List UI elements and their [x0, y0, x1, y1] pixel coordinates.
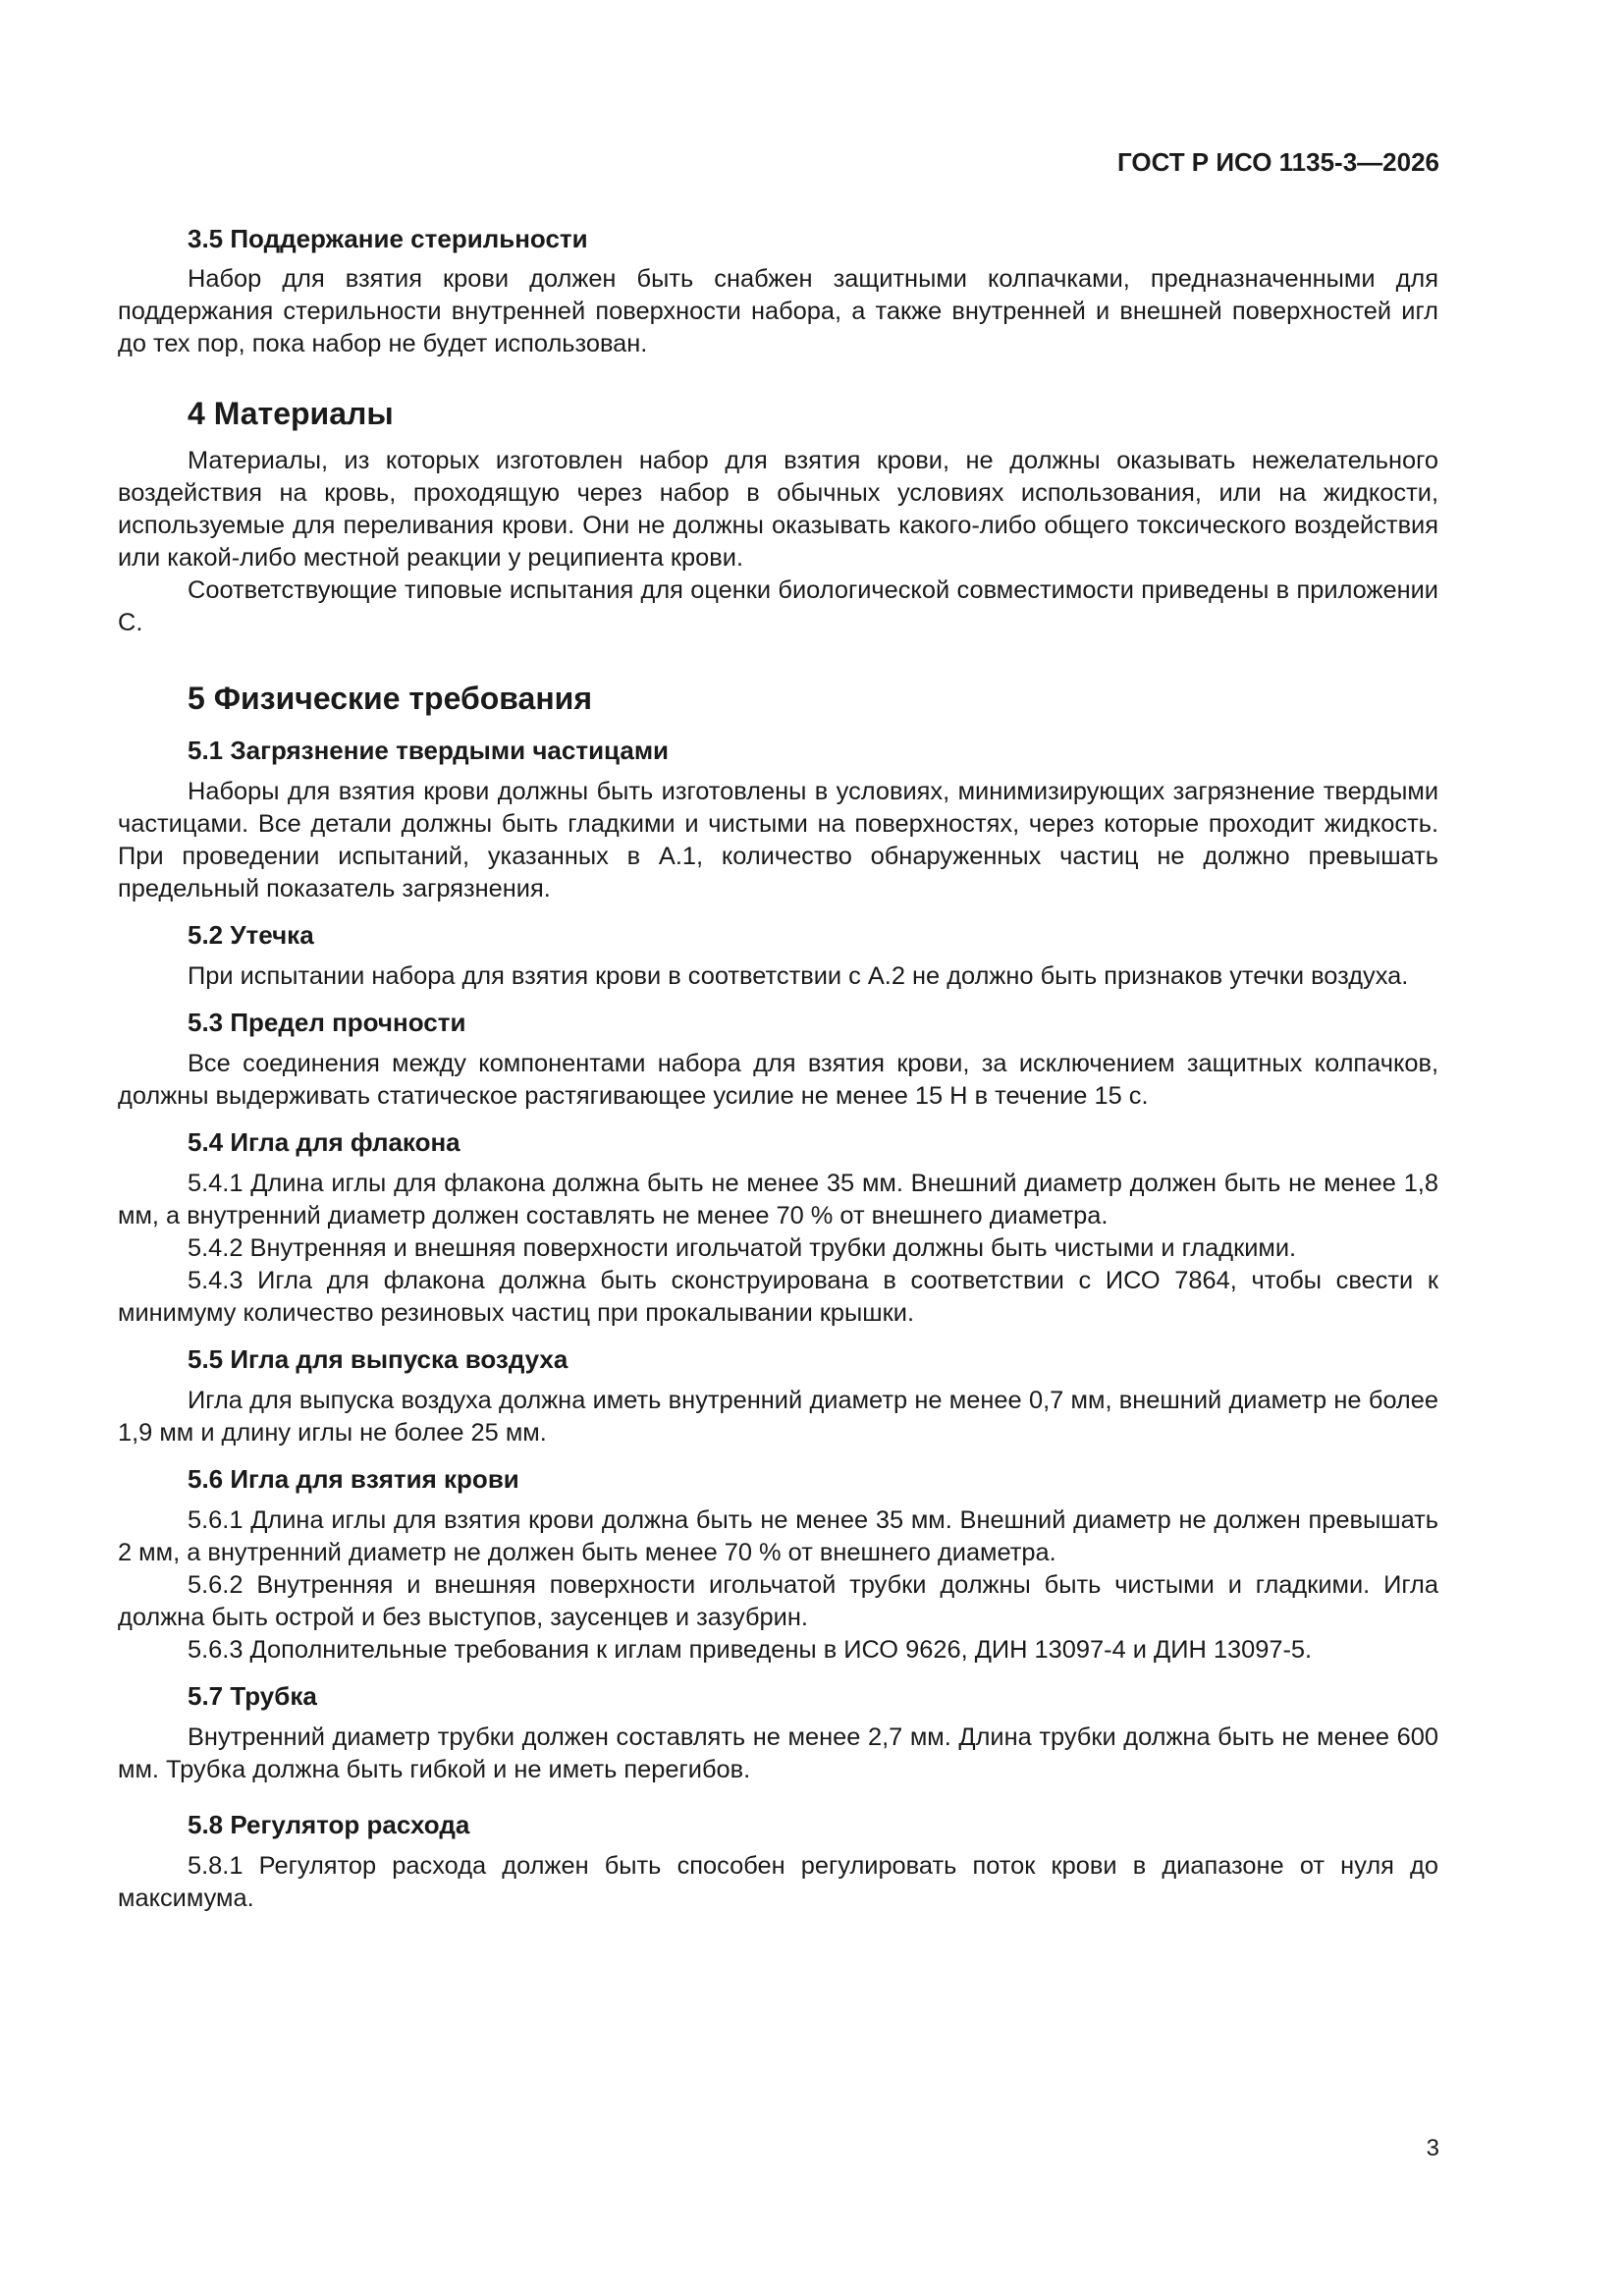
- section-5-2-paragraph: При испытании набора для взятия крови в соответствии с А.2 не должно быть признаков утечки воздуха.: [188, 962, 1409, 990]
- section-5-4-paragraph: 5.4.1 Длина иглы для флакона должна быть не менее 35 мм. Внешний диаметр должен быть не менее 1,8 мм, а внутренний диаметр должен составлять не менее 70 % от внешнего диаметра.: [118, 1170, 1438, 1230]
- section-5-7: [118, 1679, 1438, 1786]
- section-5: [118, 679, 1438, 718]
- section-5-2: [118, 918, 1438, 993]
- section-5-8-heading: 5.8 Регулятор расхода: [188, 1810, 470, 1839]
- section-5-4-paragraph: 5.4.2 Внутренняя и внешняя поверхности игольчатой трубки должны быть чистыми и гладкими.: [188, 1234, 1297, 1262]
- section-3-5-heading: 3.5 Поддержание стерильности: [188, 224, 588, 253]
- section-5-2-heading: 5.2 Утечка: [188, 920, 314, 950]
- section-4-paragraph: Материалы, из которых изготовлен набор для взятия крови, не должны оказывать нежелательного воздействия на кровь, проходящую через набор в обычных условиях использования, или на жидкости, используемые для переливания крови. Они не должны оказывать какого-либо общего токсического воздействия или какой-либо местной реакции у реципиента крови.: [118, 447, 1438, 572]
- section-5-7-heading: 5.7 Трубка: [188, 1681, 317, 1711]
- section-5-6: [118, 1462, 1438, 1667]
- section-5-6-heading: 5.6 Игла для взятия крови: [188, 1464, 519, 1494]
- page-number: 3: [1426, 2135, 1439, 2161]
- section-5-5: [118, 1342, 1438, 1449]
- section-4: [118, 394, 1438, 639]
- section-5-5-heading: 5.5 Игла для выпуска воздуха: [188, 1344, 568, 1374]
- section-5-heading: 5 Физические требования: [188, 681, 592, 716]
- section-5-3-heading: 5.3 Предел прочности: [188, 1008, 466, 1037]
- section-4-paragraph: Соответствующие типовые испытания для оценки биологической совместимости приведены в приложении С.: [118, 576, 1438, 636]
- section-5-6-paragraph: 5.6.1 Длина иглы для взятия крови должна быть не менее 35 мм. Внешний диаметр не должен превышать 2 мм, а внутренний диаметр не должен быть менее 70 % от внешнего диаметра.: [118, 1506, 1438, 1566]
- section-5-8: [118, 1808, 1438, 1915]
- section-5-1-heading: 5.1 Загрязнение твердыми частицами: [188, 736, 670, 765]
- section-5-3: [118, 1006, 1438, 1113]
- section-5-6-paragraph: 5.6.3 Дополнительные требования к иглам приведены в ИСО 9626, ДИН 13097-4 и ДИН 13097-5.: [188, 1636, 1313, 1664]
- section-3-5: [118, 222, 1438, 360]
- section-5-4: [118, 1125, 1438, 1330]
- section-5-5-paragraph: Игла для выпуска воздуха должна иметь внутренний диаметр не менее 0,7 мм, внешний диаметр не более 1,9 мм и длину иглы не более 25 мм.: [118, 1387, 1438, 1447]
- section-5-7-paragraph: Внутренний диаметр трубки должен составлять не менее 2,7 мм. Длина трубки должна быть не менее 600 мм. Трубка должна быть гибкой и не иметь перегибов.: [118, 1723, 1438, 1783]
- section-5-4-heading: 5.4 Игла для флакона: [188, 1127, 460, 1157]
- section-5-1-paragraph: Наборы для взятия крови должны быть изготовлены в условиях, минимизирующих загрязнение твердыми частицами. Все детали должны быть гладкими и чистыми на поверхностях, через которые проходит жидкость. При проведении испытаний, указанных в А.1, количество обнаруженных частиц не должно превышать предельный показатель загрязнения.: [118, 778, 1438, 902]
- section-5-1: [118, 734, 1438, 905]
- section-5-6-paragraph: 5.6.2 Внутренняя и внешняя поверхности игольчатой трубки должны быть чистыми и гладкими. Игла должна быть острой и без выступов, заусенцев и зазубрин.: [118, 1571, 1438, 1631]
- section-5-4-paragraph: 5.4.3 Игла для флакона должна быть сконструирована в соответствии с ИСО 7864, чтобы свести к минимуму количество резиновых частиц при прокалывании крышки.: [118, 1267, 1438, 1327]
- section-4-heading: 4 Материалы: [188, 396, 394, 431]
- section-5-8-paragraph: 5.8.1 Регулятор расхода должен быть способен регулировать поток крови в диапазоне от нуля до максимума.: [118, 1852, 1438, 1912]
- document-code-header: ГОСТ Р ИСО 1135-3—2026: [1116, 147, 1439, 177]
- section-5-3-paragraph: Все соединения между компонентами набора для взятия крови, за исключением защитных колпачков, должны выдерживать статическое растягивающее усилие не менее 15 Н в течение 15 с.: [118, 1050, 1438, 1110]
- section-3-5-paragraph: Набор для взятия крови должен быть снабжен защитными колпачками, предназначенными для поддержания стерильности внутренней поверхности набора, а также внутренней и внешней поверхностей игл до тех пор, пока набор не будет использован.: [118, 265, 1438, 357]
- page-content: [118, 222, 1438, 1915]
